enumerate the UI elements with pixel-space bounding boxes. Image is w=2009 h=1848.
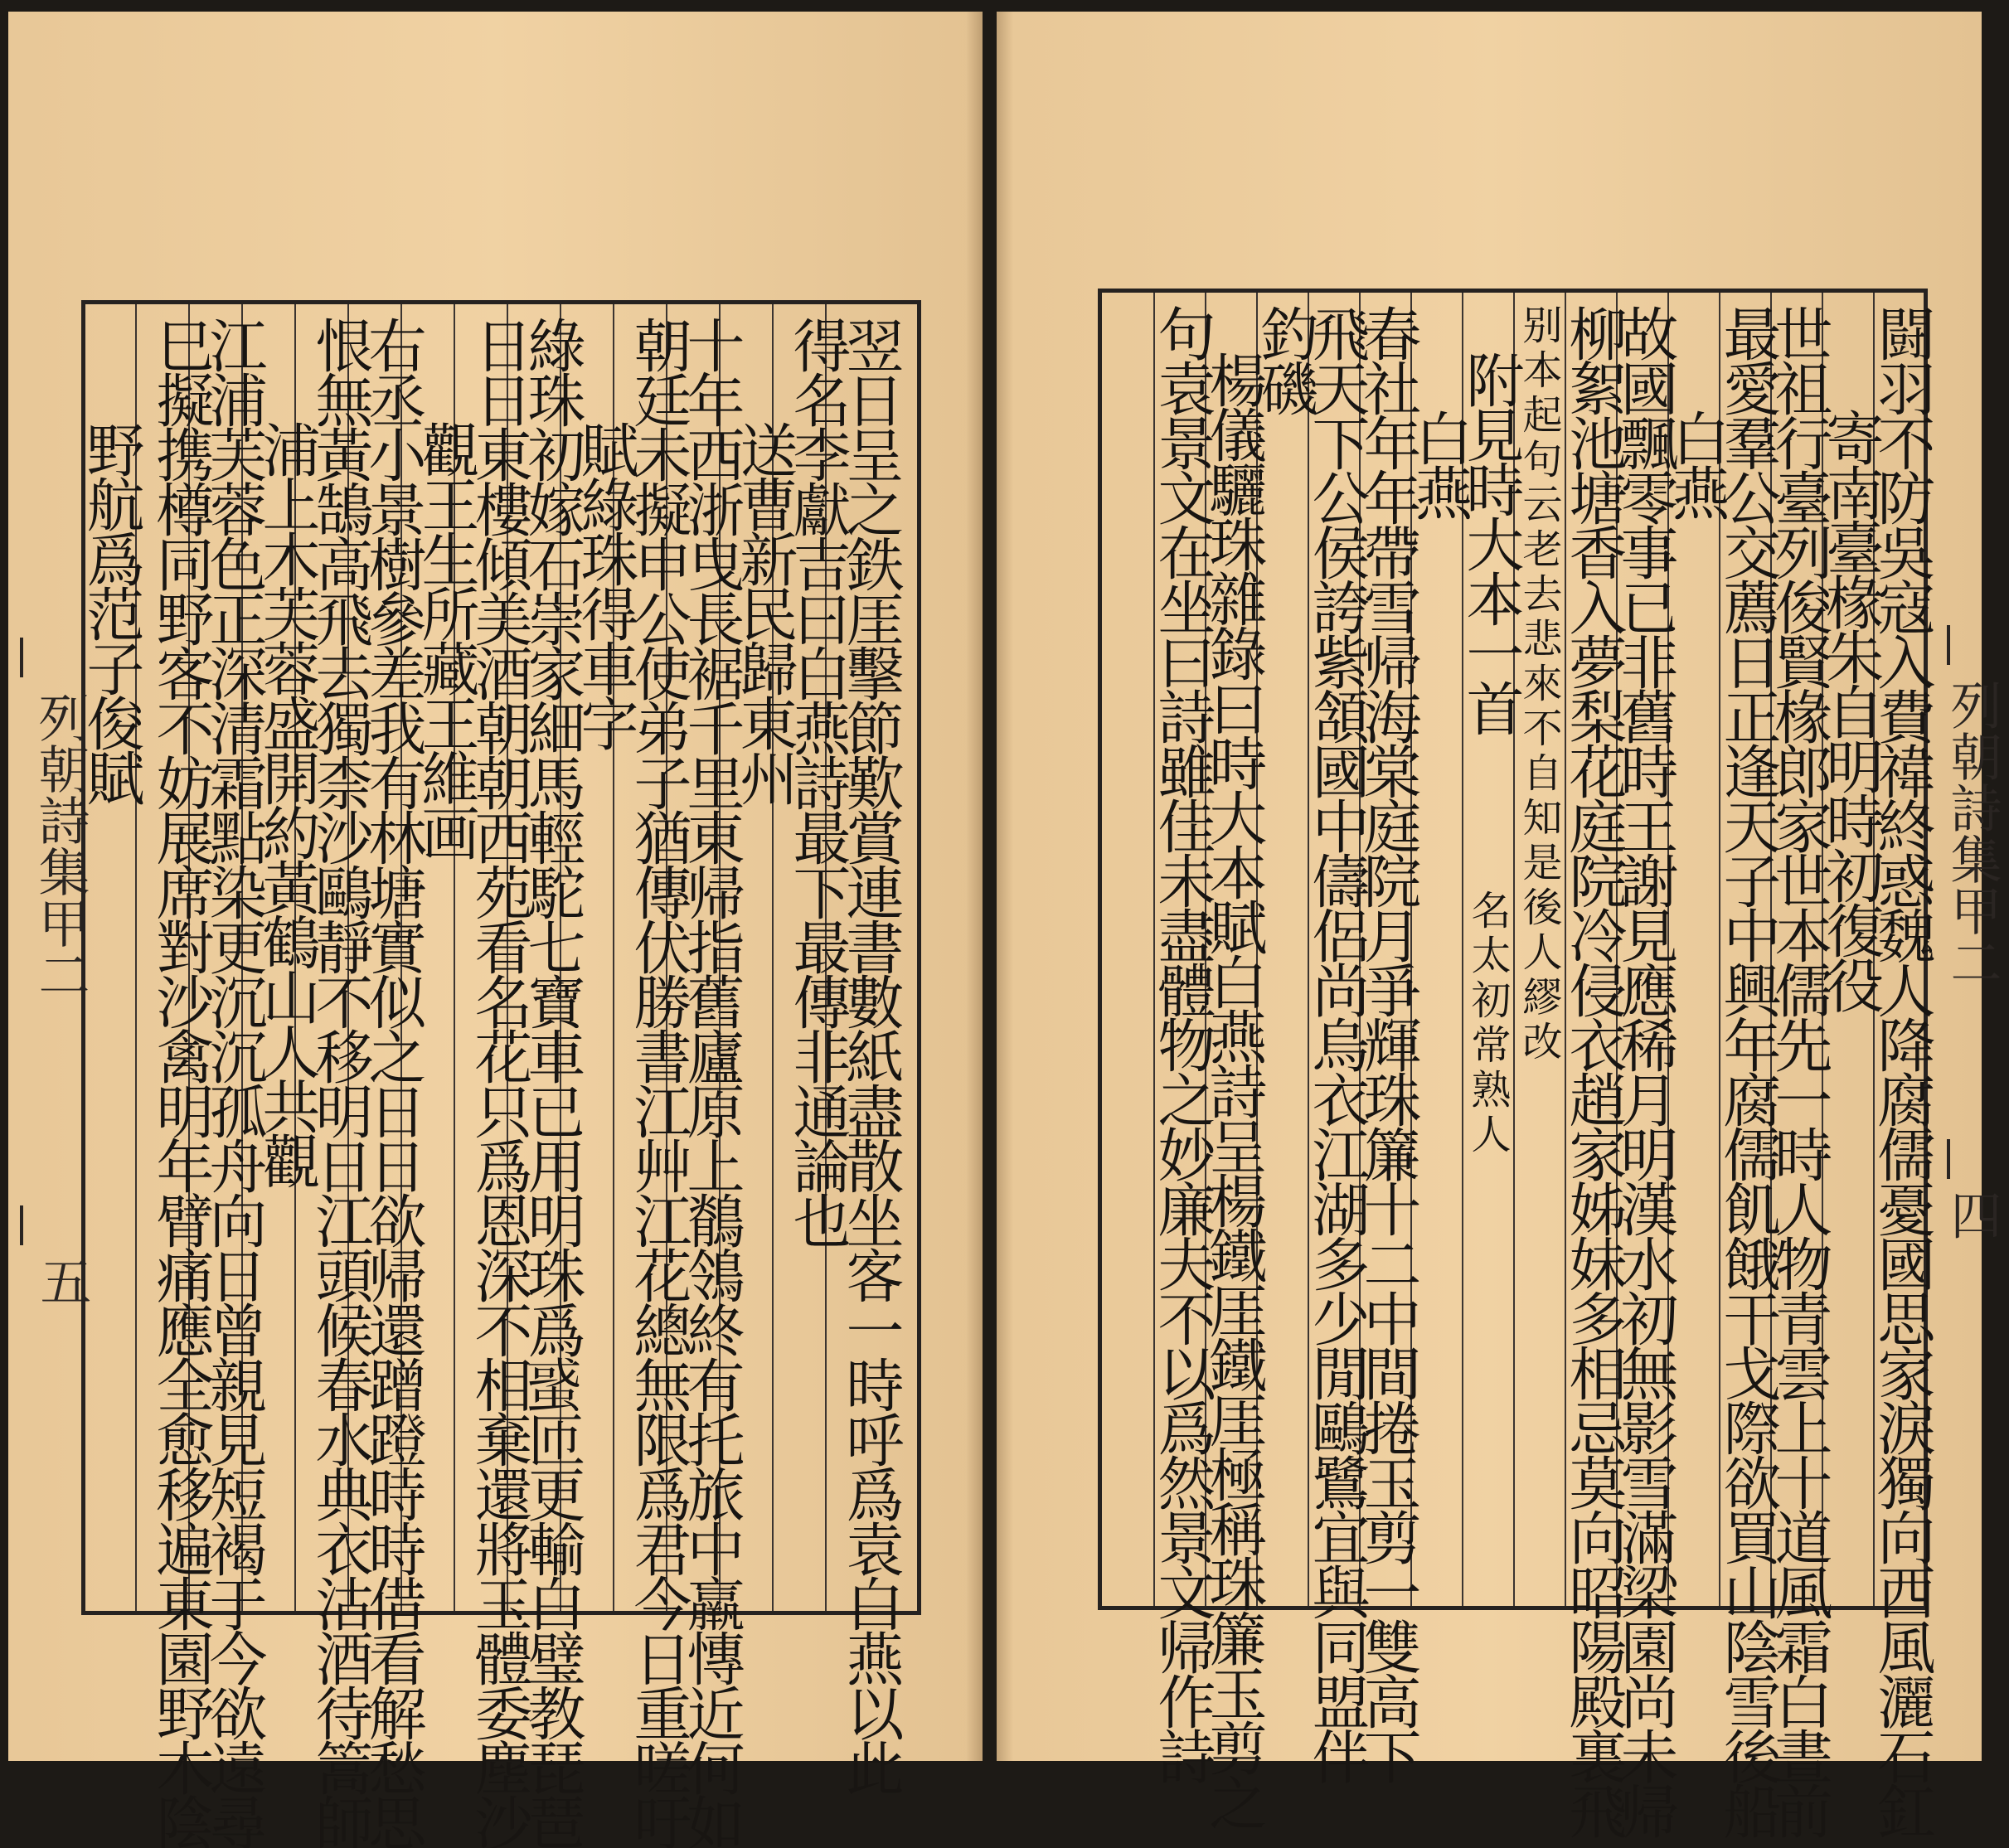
text-column: 春社年年帶雪帰海棠庭院月爭輝珠簾十二中間捲玉剪一雙高下: [1354, 304, 1422, 1782]
right-page: [997, 12, 2002, 1836]
text-column: 闘羽不防吳寇入費禕終惑魏人降腐儒憂國思家淚獨向西風灑石釭: [1868, 304, 1936, 1836]
banxin-title: 列朝詩集甲二: [1942, 679, 2002, 987]
text-column: 十年西浙曳長裾千里東帰指舊廬原上鶺鴒終有托旅中羸慱近何如: [677, 316, 745, 1848]
text-column: 日日東樓傾美酒朝朝西苑看名花只爲恩深不相棄還將玉體委塵沙: [465, 316, 533, 1848]
fishtail-mark-top: [20, 638, 51, 677]
banxin-title: 列朝詩集甲二: [30, 691, 90, 1000]
text-column: 右丞小景樹參差我有林塘實似之日日欲帰還蹭蹬時時借看解愁思: [359, 316, 427, 1848]
poem-title: 觀王生所藏王維画: [412, 420, 480, 858]
poem-title: 送曹新民歸東州: [730, 420, 798, 803]
annotation-column: 别本起句云老去悲來不自知是後人繆改: [1516, 304, 1562, 1065]
banxin-page-number: 五: [32, 1255, 92, 1307]
appendix-heading: 附見時大本一首: [1457, 351, 1525, 734]
text-column: 巳擬携樽同野客不妨展席對沙禽明年臂痛應全愈移遍東園野木陰: [147, 316, 215, 1848]
text-column: 翌日呈之鉄厓擊節歎賞連書數紙盡散坐客一時呼爲袁白燕以此: [837, 316, 905, 1793]
text-column: 恨無黃鵠高飛去獨柰沙鷗靜不移明日江頭候春水典衣沽酒待篙師: [306, 316, 374, 1848]
fishtail-mark-top: [1947, 625, 1978, 665]
author-note: 名太初常熟人: [1464, 890, 1511, 1158]
fishtail-mark-bottom: [20, 1205, 51, 1245]
banxin-page-number: 四: [1942, 1189, 2002, 1240]
text-frame-left: [77, 300, 921, 1848]
text-column: 綠珠初嫁石崇家細馬輕駝七寶車已用明珠爲𧌒匝更輸白璧教琵琶: [518, 316, 586, 1848]
text-column: 最愛羣公交薦日正逢天子中興年腐儒飢餓干戈際欲買山陰雪後船: [1714, 304, 1782, 1836]
text-column: 朝廷未擬申公使弟子猶傳伏勝書江艸江花總無限爲君今日重嗟吁: [624, 316, 692, 1848]
text-column: 故國飄零事已非舊時王謝見應稀月明漢水初無影雪滿梁園尚未帰: [1611, 304, 1679, 1836]
right-page-gutter-shadow: [997, 12, 1013, 1761]
poem-title: 白燕: [1405, 409, 1473, 518]
poem-title: 浦上木芙蓉盛開約黃鶴山人共觀: [253, 420, 321, 1186]
text-column: 楊儀驪珠雜錄曰時大本賦白燕詩呈楊鐵厓鐵厓極稱珠簾玉剪之: [1200, 351, 1268, 1828]
text-column: 飛天下公侯誇紫頷國中儔侶尚烏衣江湖多少閒鷗鷺宜與同盟伴: [1303, 304, 1371, 1782]
left-page: [8, 12, 983, 1848]
fishtail-mark-bottom: [1947, 1139, 1978, 1179]
text-column: 句袁景文在坐曰詩雖佳未盡體物之妙廉夫不以爲然景文帰作詩: [1148, 304, 1216, 1782]
left-page-gutter-shadow: [966, 12, 983, 1761]
text-column: 江浦芙蓉色正深清霜點染更沉沉孤舟向日曾親見短褐于今欲遠尋: [200, 316, 268, 1848]
poem-title: 野航爲范子俊賦: [77, 420, 145, 803]
text-frame-right: [1098, 289, 1936, 1836]
text-column: 釣磯: [1251, 304, 1319, 414]
text-column: 得名李獻吉曰白燕詩最下最傳非通論也: [784, 316, 852, 1246]
poem-title: 寄南臺椽朱自明時初復役: [1817, 409, 1885, 1011]
text-column: 柳絮池塘香入夢梨花庭院冷侵衣趙家姊妹多相忌莫向昭陽殿裏飛: [1560, 304, 1628, 1836]
text-column: 世祖行臺列俊賢椽郎家世本儒先一時人物青雲上十道風霜白晝前: [1765, 304, 1833, 1836]
poem-title: 賦綠珠得車字: [571, 420, 639, 749]
poem-title: 白燕: [1662, 409, 1730, 518]
